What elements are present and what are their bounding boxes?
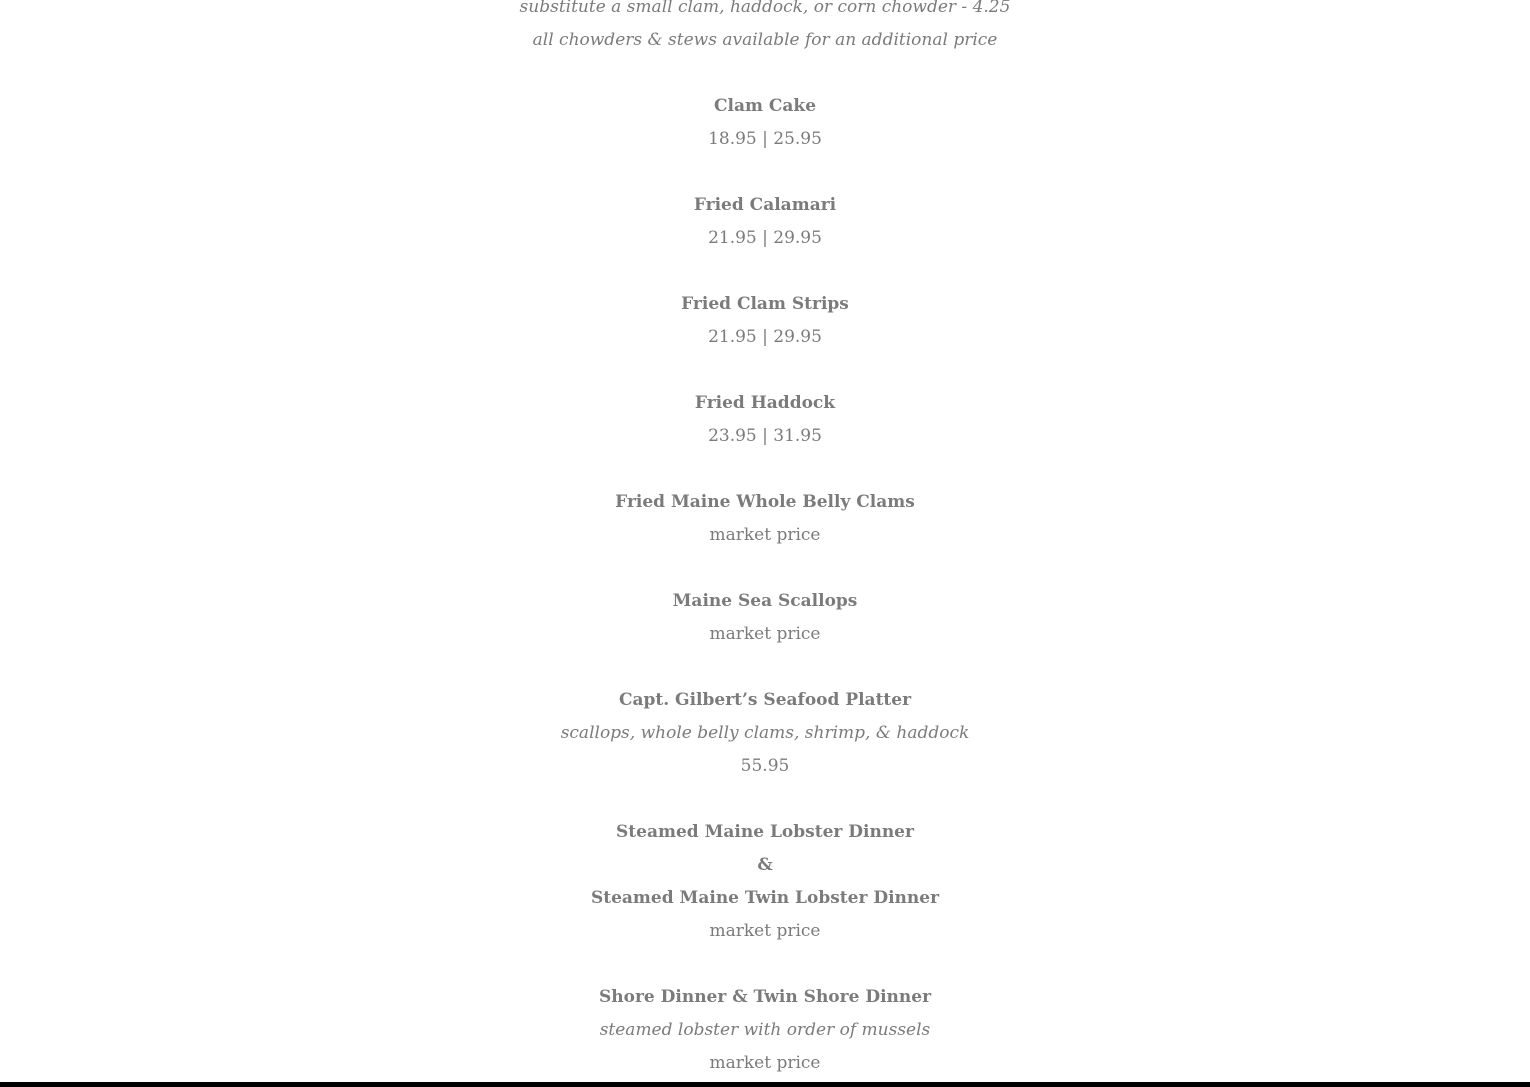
item-name: Fried Calamari xyxy=(693,195,837,215)
menu-item-shore-dinner xyxy=(0,981,1530,1080)
menu-item-seafood-platter xyxy=(0,684,1530,783)
item-name: Fried Maine Whole Belly Clams xyxy=(615,492,915,512)
item-name: Fried Haddock xyxy=(694,393,836,413)
item-name: Clam Cake xyxy=(713,96,817,116)
menu-note: all chowders & stews available for an additional price xyxy=(532,30,998,50)
menu-note: substitute a small clam, haddock, or corn chowder - 4.25 xyxy=(519,0,1011,17)
item-description: scallops, whole belly clams, shrimp, & haddock xyxy=(560,723,970,743)
menu-item-fried-clam-strips xyxy=(0,288,1530,354)
menu-item-whole-belly-clams xyxy=(0,486,1530,552)
item-name-ampersand: & xyxy=(757,855,773,875)
item-price: market price xyxy=(709,624,821,644)
item-price: 21.95 | 29.95 xyxy=(708,228,822,248)
menu-item-sea-scallops xyxy=(0,585,1530,651)
item-price: market price xyxy=(709,921,821,941)
bottom-divider-bar xyxy=(0,1082,1530,1087)
item-price: 55.95 xyxy=(740,756,790,776)
item-name: Fried Clam Strips xyxy=(681,294,849,314)
menu-item-fried-calamari xyxy=(0,189,1530,255)
item-price: market price xyxy=(709,1053,821,1073)
menu-item-clam-cake xyxy=(0,90,1530,156)
item-name: Steamed Maine Twin Lobster Dinner xyxy=(590,888,940,908)
menu-item-fried-haddock xyxy=(0,387,1530,453)
item-price: market price xyxy=(709,525,821,545)
item-price: 18.95 | 25.95 xyxy=(708,129,822,149)
menu-item-lobster-dinner xyxy=(0,816,1530,948)
item-price: 21.95 | 29.95 xyxy=(708,327,822,347)
item-description: steamed lobster with order of mussels xyxy=(599,1020,931,1040)
item-name: Steamed Maine Lobster Dinner xyxy=(616,822,914,842)
item-name: Maine Sea Scallops xyxy=(672,591,858,611)
item-name: Shore Dinner & Twin Shore Dinner xyxy=(598,987,932,1007)
item-price: 23.95 | 31.95 xyxy=(708,426,822,446)
item-name: Capt. Gilbert’s Seafood Platter xyxy=(618,690,912,710)
